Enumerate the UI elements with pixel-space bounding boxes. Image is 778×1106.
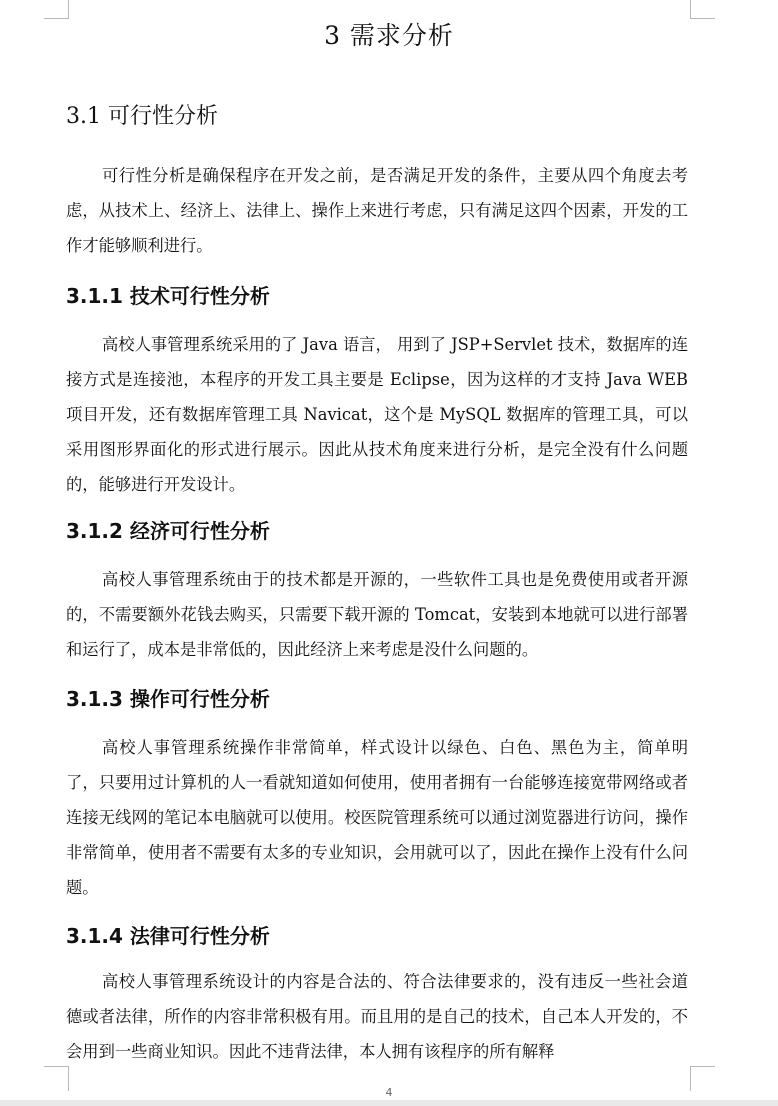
paragraph-technical: 高校人事管理系统采用的了 Java 语言， 用到了 JSP+Servlet 技术，数据库的连接方式是连接池，本程序的开发工具主要是 Eclipse，因为这样的才支持 Java WEB 项目开发，还有数据库管理工具 Navicat，这个是 MySQL 数据库的管理工具，可以采用图形界面化的形式进行展示。因此从技术角度来进行分析，是完全没有什么问题的，能够进行开发设计。 <box>66 335 688 494</box>
paragraph-operational: 高校人事管理系统操作非常简单，样式设计以绿色、白色、黑色为主，简单明了，只要用过计算机的人一看就知道如何使用，使用者拥有一台能够连接宽带网络或者连接无线网的笔记本电脑就可以使用。校医院管理系统可以通过浏览器进行访问，操作非常简单，使用者不需要有太多的专业知识，会用就可以了，因此在操作上没有什么问题。 <box>66 738 688 897</box>
subsection-heading-economic: 3.1.2 经济可行性分析 <box>66 519 270 543</box>
page-number: 4 <box>385 1086 393 1099</box>
page-gap <box>0 1100 778 1106</box>
section-heading: 3.1 可行性分析 <box>66 104 218 129</box>
chapter-title: 3 需求分析 <box>324 21 454 50</box>
subsection-heading-operational: 3.1.3 操作可行性分析 <box>66 687 270 711</box>
subsection-heading-legal: 3.1.4 法律可行性分析 <box>66 924 270 948</box>
intro-paragraph: 可行性分析是确保程序在开发之前，是否满足开发的条件，主要从四个角度去考虑，从技术上、经济上、法律上、操作上来进行考虑，只有满足这四个因素，开发的工作才能够顺利进行。 <box>66 166 688 255</box>
subsection-heading-technical: 3.1.1 技术可行性分析 <box>66 284 270 308</box>
paragraph-economic: 高校人事管理系统由于的技术都是开源的，一些软件工具也是免费使用或者开源的，不需要额外花钱去购买，只需要下载开源的 Tomcat，安装到本地就可以进行部署和运行了，成本是非常低的，因此经济上来考虑是没什么问题的。 <box>66 570 688 659</box>
paragraph-legal: 高校人事管理系统设计的内容是合法的、符合法律要求的，没有违反一些社会道德或者法律，所作的内容非常积极有用。而且用的是自己的技术，自己本人开发的，不会用到一些商业知识。因此不违背法律，本人拥有该程序的所有解释 <box>66 972 688 1061</box>
